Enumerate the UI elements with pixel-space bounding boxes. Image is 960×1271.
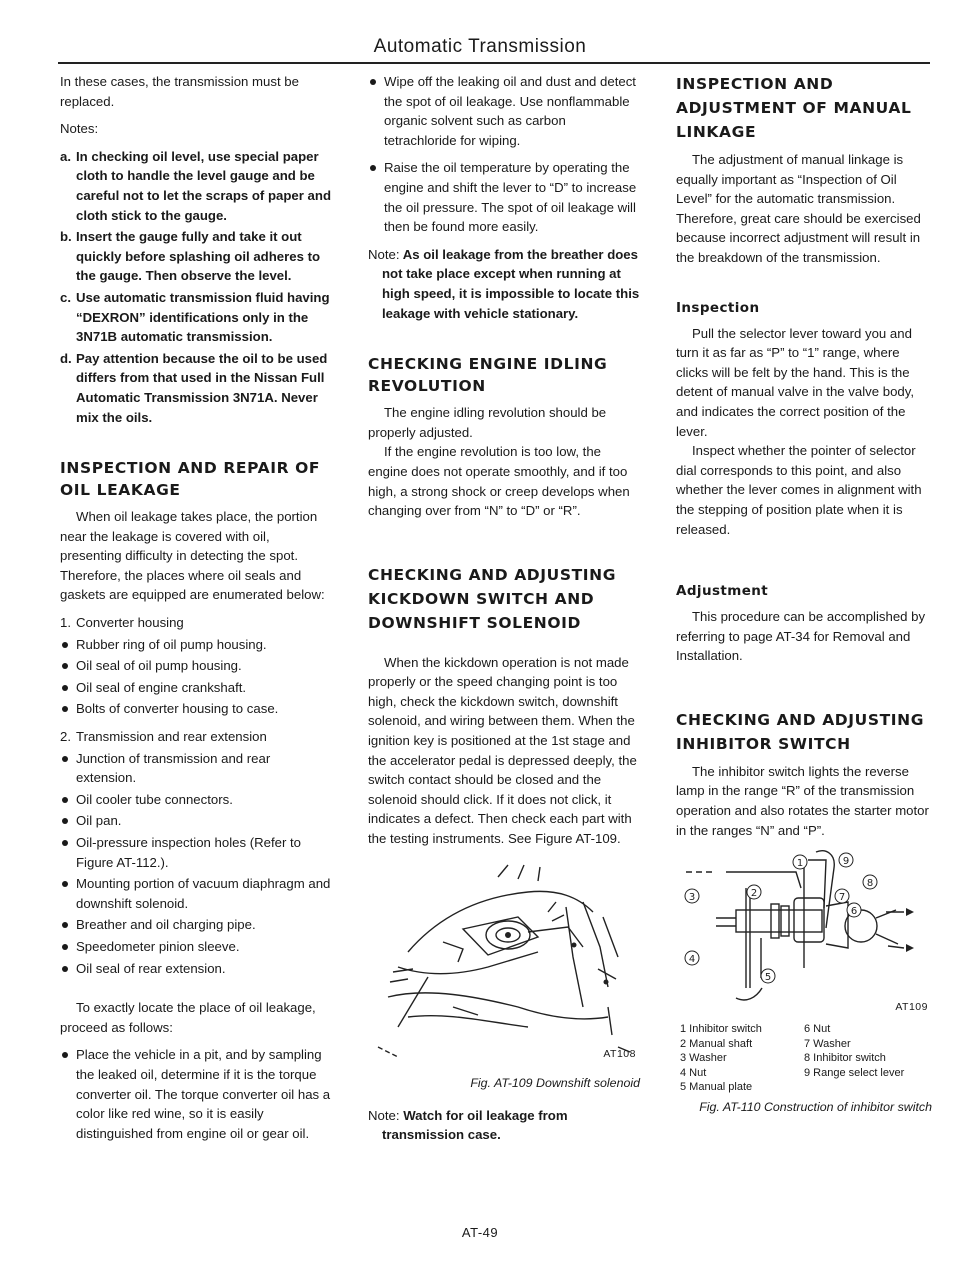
transmission-case-note: Note: Watch for oil leakage from transmission case. bbox=[368, 1107, 568, 1143]
downshift-solenoid-figure bbox=[368, 857, 640, 1069]
list-item: Oil seal of engine crankshaft. bbox=[60, 678, 332, 698]
column-left bbox=[60, 72, 332, 1151]
column-middle bbox=[368, 72, 640, 1153]
notes-list bbox=[60, 147, 332, 427]
subheading-adjustment: Adjustment bbox=[676, 583, 769, 600]
figure-id: AT108 bbox=[603, 1047, 636, 1060]
svg-text:8: 8 bbox=[866, 878, 874, 890]
list-item: Rubber ring of oil pump housing. bbox=[60, 635, 332, 655]
figure-id: AT109 bbox=[895, 1001, 928, 1014]
locate-list bbox=[60, 1045, 332, 1143]
list-item: Oil seal of rear extension. bbox=[60, 959, 332, 979]
section-heading-kickdown: CHECKING AND ADJUSTING KICKDOWN SWITCH AND DOWNSHIFT SOLENOID bbox=[368, 565, 617, 632]
svg-text:5: 5 bbox=[764, 972, 772, 984]
list-item: Speedometer pinion sleeve. bbox=[60, 937, 332, 957]
callout-5 bbox=[761, 969, 775, 983]
idling-paragraph-2: If the engine revolution is too low, the engine does not operate smoothly, and if too high, a strong shock or creep develops when changing over from “N” to “D” or “R”. bbox=[368, 444, 630, 519]
rear-extension-list bbox=[60, 749, 332, 979]
list-item: Oil-pressure inspection holes (Refer to Figure AT-112.). bbox=[60, 833, 332, 872]
kickdown-paragraph: When the kickdown operation is not made properly or the speed changing point is too high, check the kickdown switch, downshift solenoid, and wiring between them. When the ignition key is positioned at the 1st stage and the accelerator pedal is depressed deeply, the switch contact should be closed and the solenoid should click. If it does not click, it indicates a defect. Then check each part with the testing instruments. See Figure AT-109. bbox=[368, 654, 637, 847]
figure-legend bbox=[680, 1022, 932, 1095]
procedure-list bbox=[368, 72, 640, 237]
page-number: AT-49 bbox=[461, 1225, 499, 1240]
breather-note: Note: As oil leakage from the breather does not take place except when running at high speed, it is impossible to locate this leakage with vehicle stationary. bbox=[368, 246, 640, 321]
figure-caption: Fig. AT-109 Downshift solenoid bbox=[470, 1075, 640, 1090]
section-heading-oil-leakage: INSPECTION AND REPAIR OF OIL LEAKAGE bbox=[60, 459, 321, 500]
oil-leakage-intro: When oil leakage takes place, the portion near the leakage is covered with oil, presenting difficulty in detecting the spot. Therefore, the places where oil seals and gaskets are equipped are enumerated below: bbox=[60, 509, 325, 603]
legend-item: 6 Nut bbox=[804, 1023, 831, 1036]
locate-intro: To exactly locate the place of oil leakage, proceed as follows: bbox=[60, 1000, 316, 1035]
svg-text:7: 7 bbox=[838, 892, 846, 904]
subheading-inspection: Inspection bbox=[676, 299, 760, 316]
header-rule bbox=[58, 62, 930, 64]
intro-paragraph: In these cases, the transmission must be replaced. bbox=[60, 74, 299, 109]
inhibitor-switch-figure bbox=[676, 848, 932, 1016]
idling-paragraph-1: The engine idling revolution should be properly adjusted. bbox=[368, 405, 607, 440]
note-item: d. Pay attention because the oil to be used differs from that used in the Nissan Full Automatic Transmission 3N71A. Never mix the oils. bbox=[60, 350, 328, 425]
adjustment-paragraph: This procedure can be accomplished by referring to page AT-34 for Removal and Installation. bbox=[676, 609, 926, 664]
legend-item bbox=[804, 1080, 932, 1095]
callout-8 bbox=[863, 875, 877, 889]
callout-1 bbox=[793, 855, 807, 869]
inspection-paragraph-2: Inspect whether the pointer of selector dial corresponds to this point, and also whether the lever comes in alignment with the stepping of position plate when it is released. bbox=[676, 443, 922, 537]
callout-9 bbox=[839, 853, 853, 867]
list-item: Oil cooler tube connectors. bbox=[60, 790, 332, 810]
list-item: Oil pan. bbox=[60, 811, 332, 831]
inhibitor-switch-illustration bbox=[676, 848, 932, 1016]
list-item: Raise the oil temperature by operating the engine and shift the lever to “D” to increase the oil pressure. The spot of oil leakage will then be found more easily. bbox=[368, 158, 640, 236]
callout-7 bbox=[835, 889, 849, 903]
list-item: Bolts of converter housing to case. bbox=[60, 699, 332, 719]
callout-2 bbox=[747, 885, 761, 899]
list-item: Mounting portion of vacuum diaphragm and downshift solenoid. bbox=[60, 874, 332, 913]
callout-4 bbox=[685, 951, 699, 965]
figure-caption: Fig. AT-110 Construction of inhibitor switch bbox=[699, 1099, 932, 1114]
group-converter-housing: 1. Converter housing bbox=[60, 615, 184, 631]
legend-item: 3 Washer bbox=[680, 1052, 727, 1065]
inspection-paragraph-1: Pull the selector lever toward you and turn it as far as “P” to “1” range, where clicks will be felt by the hand. This is the detent of manual valve in the valve body, and indicates the correct position of the lever. bbox=[676, 325, 915, 439]
svg-text:1: 1 bbox=[796, 858, 804, 870]
legend-item: 4 Nut bbox=[680, 1066, 707, 1079]
note-item: b. Insert the gauge fully and take it out quickly before splashing oil adheres to the gauge. Then observe the level. bbox=[60, 229, 321, 284]
inhibitor-paragraph: The inhibitor switch lights the reverse lamp in the range “R” of the transmission operation and also rotates the starter motor in the ranges “N” and “P”. bbox=[676, 763, 929, 838]
group-rear-extension: 2. Transmission and rear extension bbox=[60, 729, 267, 745]
note-item: c. Use automatic transmission fluid having “DEXRON” identifications only in the 3N71B automatic transmission. bbox=[60, 289, 330, 345]
page-header: Automatic Transmission bbox=[373, 36, 587, 57]
section-heading-inhibitor: CHECKING AND ADJUSTING INHIBITOR SWITCH bbox=[676, 710, 925, 753]
callout-6 bbox=[847, 903, 861, 917]
svg-text:9: 9 bbox=[842, 856, 850, 868]
legend-item: 2 Manual shaft bbox=[680, 1037, 753, 1050]
converter-housing-list bbox=[60, 635, 332, 719]
svg-text:4: 4 bbox=[688, 954, 696, 966]
legend-item: 9 Range select lever bbox=[804, 1066, 905, 1079]
note-item: a. In checking oil level, use special paper cloth to handle the level gauge and be careful not to let the scraps of paper and cloth stick to the gauge. bbox=[60, 148, 332, 223]
svg-text:3: 3 bbox=[688, 892, 696, 904]
list-item: Breather and oil charging pipe. bbox=[60, 915, 332, 935]
manual-linkage-paragraph: The adjustment of manual linkage is equally important as “Inspection of Oil Level” for the automatic transmission. Therefore, great care should be exercised because incorrect adjustment will result in the breakdown of the transmission. bbox=[676, 152, 921, 265]
legend-item: 1 Inhibitor switch bbox=[680, 1023, 762, 1036]
list-item: Place the vehicle in a pit, and by sampling the leaked oil, determine if it is the torque converter oil. The torque converter oil has a color like red wine, so it is easily distinguished from engine oil or gear oil. bbox=[60, 1045, 332, 1143]
list-item: Junction of transmission and rear extension. bbox=[60, 749, 332, 788]
downshift-solenoid-illustration bbox=[368, 857, 640, 1069]
notes-title: Notes: bbox=[60, 121, 99, 137]
legend-item: 5 Manual plate bbox=[680, 1081, 753, 1094]
section-heading-manual-linkage: INSPECTION AND ADJUSTMENT OF MANUAL LINKAGE bbox=[676, 75, 912, 141]
svg-text:2: 2 bbox=[750, 888, 758, 900]
column-right bbox=[676, 72, 932, 1124]
legend-item: 8 Inhibitor switch bbox=[804, 1052, 886, 1065]
legend-item: 7 Washer bbox=[804, 1037, 851, 1050]
section-heading-idling: CHECKING ENGINE IDLING REVOLUTION bbox=[368, 355, 608, 396]
svg-text:6: 6 bbox=[850, 906, 858, 918]
list-item: Oil seal of oil pump housing. bbox=[60, 656, 332, 676]
list-item: Wipe off the leaking oil and dust and detect the spot of oil leakage. Use nonflammable organic solvent such as carbon tetrachloride for wiping. bbox=[368, 72, 640, 150]
callout-3 bbox=[685, 889, 699, 903]
